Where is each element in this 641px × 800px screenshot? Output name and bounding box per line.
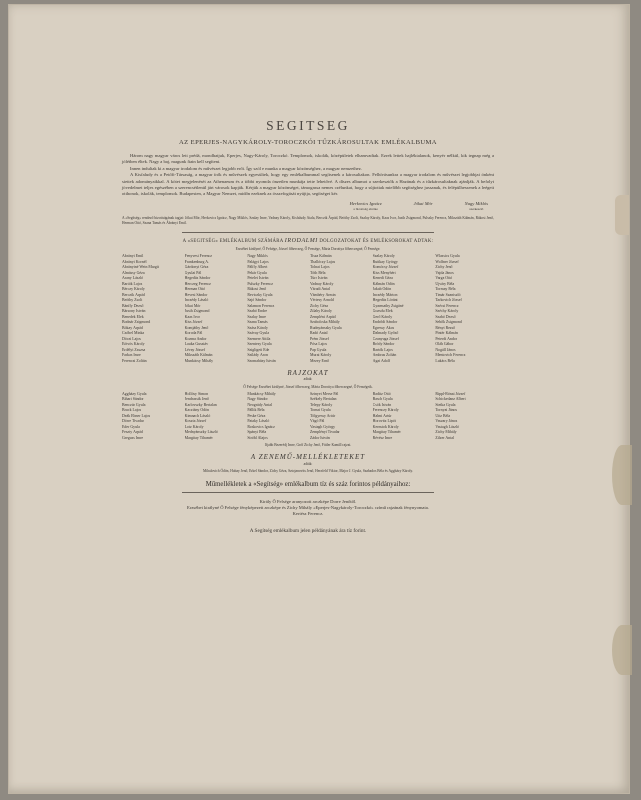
contributor-name: Feszty Árpád	[122, 430, 143, 435]
contributor-name: Ábrányiné Wein Margit	[122, 265, 159, 270]
contributor-name: Tölgyessy Artúr	[310, 413, 336, 418]
contributor-name: Ferenczi Zoltán	[122, 358, 147, 363]
contributor-name: Roskovics Ignácz	[247, 424, 275, 429]
contributor-name: Kimnach László	[184, 413, 211, 418]
contributor-name: Szinyei Merse Pál	[310, 391, 339, 396]
contributor-name: Komócsy József	[372, 265, 399, 270]
contributor-name: Deák Ébner Lajos	[122, 413, 151, 418]
contributor-name: Tisza Kálmán	[310, 254, 332, 259]
contributor-name: Greguss Imre	[122, 435, 144, 440]
contributor-name: Éder Gyula	[122, 424, 140, 429]
divider	[182, 232, 434, 233]
contributor-name: Székely Bertalan	[310, 397, 337, 402]
contributor-name: Zádor István	[310, 435, 330, 440]
intro-paragraph: Három nagy magyar város lett prédá, mondhatjuk, Eperjes, Nagy-Károly, Toroczkó. Templomok, iskolák, középületek elhamvadtak. Ezrek lettek hajléktalanok, kenyér nélkül, kik tegnap még a jólétben éltek. Nagy a baj, magunk fiain kell segíteni.	[122, 153, 494, 165]
signature: Nagy Miklós szerkesztő	[464, 200, 488, 212]
contributor-name: Zempléni Árpád	[310, 314, 336, 319]
name-column	[122, 254, 181, 364]
contributor-name: Munkácsy Mihály	[247, 391, 276, 396]
contributor-name: Nagy Sándor	[247, 397, 268, 402]
contributor-name: Révész Imre	[372, 435, 393, 440]
contributor-name: Timár Szaniszló	[435, 292, 461, 297]
contributor-name: Telepy Károly	[310, 402, 333, 407]
music-title: A ZENEMŰ-MELLÉKLETEKET	[250, 453, 366, 462]
contributor-name: Herczeg Ferencz	[184, 281, 211, 286]
contributor-name: Mednyánszky László	[184, 430, 218, 435]
name-column	[373, 254, 432, 364]
contributor-name: Gyulai Pál	[184, 270, 202, 275]
contributor-name: Herman Ottó	[184, 287, 206, 292]
contributor-name: Hevesi Sándor	[184, 292, 208, 297]
contributor-name: Vágó Pál	[310, 419, 325, 424]
contributor-name: Tarkovich József	[435, 298, 462, 303]
contributor-name: Koszta József	[184, 419, 207, 424]
name-column	[435, 392, 494, 442]
contributor-name: Koroda Pál	[184, 331, 203, 336]
contributor-name: Rudnyánszky Gyula	[310, 325, 342, 330]
contributor-name: Dalmady Győző	[372, 331, 399, 336]
contributor-name: Schickedanz Albert	[435, 397, 466, 402]
contributor-name: Reviczky Gyula	[247, 292, 273, 297]
contributor-name: Tornai Gyula	[310, 408, 331, 413]
contributor-name: Prém József	[310, 336, 329, 341]
contributor-name: Ferenczy Károly	[372, 408, 399, 413]
contributor-name: Varga Ottó	[435, 276, 453, 281]
contributor-name: Kálmán Ödön	[372, 281, 395, 286]
contributor-name: Kernstok Károly	[372, 424, 399, 429]
name-column	[310, 254, 369, 364]
offer-item: Erzsébet királyné Ő Felsége fényképezett arczképe és Zichy Mihály «Eperjes-Nagykároly-Toroczkó» czímű rajzának fénynyomata.	[187, 505, 429, 510]
name-column	[247, 254, 306, 364]
album-title: SEGITSEG	[266, 118, 350, 133]
contributor-name: Szabó Endre	[247, 309, 268, 314]
contributor-name: Jendrassik Jenő	[184, 397, 209, 402]
name-column	[122, 392, 181, 442]
page-tear	[612, 625, 632, 675]
page-tear	[612, 445, 632, 505]
contributor-name: Neogrády Antal	[247, 402, 273, 407]
contributor-name: Beöthy Zsolt	[122, 298, 143, 303]
contributor-name: Arany László	[122, 276, 144, 281]
contributor-name: Zilzer Antal	[435, 435, 455, 440]
art-title: RAJZOKAT	[287, 369, 329, 378]
contributor-name: Fenyvesi Ferencz	[184, 254, 212, 259]
contributor-name: Szemere Attila	[247, 336, 271, 341]
contributor-name: Vaszary János	[435, 419, 458, 424]
intro-paragraph: Innen indultak ki a magyar irodalom és művészet legjobb erői. Így szól e munka a magyar közönséghez, a magyar nemzethez.	[130, 165, 362, 171]
contributor-name: Csók István	[372, 402, 392, 407]
contributor-name: Ábrányi Kornél	[122, 259, 147, 264]
contributor-name: Bókay Árpád	[122, 325, 143, 330]
contributor-name: Rényi Rezső	[435, 325, 456, 330]
contributor-name: Jókai Mór	[184, 303, 201, 308]
contributor-name: Hegedüs Sándor	[184, 276, 211, 281]
contributor-name: Széchy Károly	[435, 309, 459, 314]
contributor-name: Erdélyi Zsuzsa	[122, 347, 146, 352]
contributor-name: Wlassics Gyula	[435, 254, 460, 259]
contributor-name: Szalay Imre	[247, 314, 267, 319]
contributor-name: Komjáthy Jenő	[184, 325, 209, 330]
contributor-name: Spányi Béla	[247, 430, 267, 435]
name-column	[373, 392, 432, 442]
contributor-name: Nagy Miklós	[247, 254, 268, 259]
contributor-name: Vastagh László	[435, 424, 459, 429]
contributor-name: Jakab Ödön	[372, 287, 392, 292]
contributor-name: Szigligeti Ede	[247, 347, 270, 352]
literary-header: A «SEGITSÉG» EMLÉKALBUM SZÁMÁRA IRODALMI DOLGOZATOKAT ÉS EMLÉKSOROKAT ADTAK:	[182, 237, 434, 244]
page-stain	[615, 195, 629, 235]
contributor-name: Rákosi Jenő	[247, 287, 267, 292]
contributor-name: Halmi Artúr	[372, 413, 392, 418]
contributor-name: Palágyi Lajos	[247, 259, 269, 264]
contributor-name: Hollósy Simon	[184, 391, 209, 396]
contributor-name: Stetka Gyula	[435, 402, 456, 407]
contributor-name: Zichy Jenő	[435, 265, 453, 270]
contributor-name: Szabolcska Mihály	[310, 320, 340, 325]
contributor-name: Szécsi Ferencz	[435, 303, 459, 308]
contributor-name: Kaas Ivor	[184, 314, 200, 319]
contributor-name: Lotz Károly	[184, 424, 204, 429]
contributor-name: Dörre Tivadar	[122, 419, 144, 424]
offer-item: Király Ő Felsége aranyozott arczképe Dorre Jenőtől.	[259, 498, 357, 504]
contributor-name: Vértesy Arnold	[310, 298, 334, 303]
contributor-name: Kenedi Géza	[372, 276, 393, 281]
contributor-name: Kacziány Ödön	[184, 408, 209, 413]
contributor-name: Inczédy László	[184, 298, 209, 303]
contributor-name: Tormay Béla	[435, 287, 456, 292]
contributor-name: Peske Géza	[247, 413, 266, 418]
contributor-name: Sebők Zsigmond	[435, 320, 462, 325]
contributor-name: Murai Károly	[310, 353, 332, 358]
contributor-name: Endrődi Sándor	[372, 320, 398, 325]
contributor-name: Benedek Elek	[122, 314, 144, 319]
contributor-name: Oláh Gábor	[435, 342, 454, 347]
contributor-name: Pósa Lajos	[310, 342, 327, 347]
contributor-name: Ambrus Zoltán	[372, 353, 397, 358]
name-column	[435, 254, 494, 364]
contributor-name: Bihari Sándor	[122, 397, 144, 402]
contributor-name: Aggházy Gyula	[122, 391, 147, 396]
contributor-name: Egressy Ákos	[372, 325, 395, 330]
contributor-name: Kiss József	[184, 320, 203, 325]
album-subtitle: AZ EPERJES-NAGYKÁROLY-TOROCZKÓI TŰZKÁROSULTAK EMLÉKALBUMA	[179, 139, 437, 146]
name-column	[185, 254, 244, 364]
contributor-name: Kiss Menyhért	[372, 270, 396, 275]
offer-item: Kertész Ferencz.	[292, 511, 324, 517]
intro-paragraph: A Kisfaludy és a Petőfi-Társaság, a magyar írók és művészek egyesültek, hogy egy emlékalbummal segítsenek a károsultakon. Felhívásunkra a magyar irodalom és művészet legjobbjai önként siettek adományaikkal. A kötet megjelenését az Athenaeum és a többi nyomda önzetlen munkája tette lehetővé. A díszes albumot a szerkesztők a Hazának és a tűzkárosultaknak ajánlják. A befolyt jövedelmet teljes egészében a szerencsétlenül járt városok kapják. Kérjük a magyar közönséget, támogassa nemes czélunkat, hogy a sújtottak mielőbb segítséghez jussanak, és felépülhessenek a leégett otthonok, iskolák, templomok. Budapesten, a Magyar Nemzet, midőn ezeknek az összefogását nyújtja, segítséget kér.	[122, 172, 494, 197]
contributor-name: Pintér Kálmán	[435, 331, 458, 336]
contributor-name: Horovitz Lipót	[372, 419, 396, 424]
contributor-name: Türr István	[310, 276, 328, 281]
signatures	[122, 201, 488, 211]
contributor-name: Almássy Géza	[122, 270, 145, 275]
contributor-name: Újváry Béla	[435, 281, 455, 286]
contributor-name: Szomaházy István	[247, 358, 276, 363]
contributor-name: Thallóczy Lajos	[310, 259, 336, 264]
contributor-name: Czóbel Minka	[122, 331, 145, 336]
contributor-name: Lukács Béla	[435, 358, 455, 363]
contributor-name: Bodnár Zsigmond	[122, 320, 151, 325]
contributor-name: Mikszáth Kálmán	[184, 353, 213, 358]
contributor-name: Bánffy Dezső	[122, 303, 144, 308]
literary-contributors	[122, 254, 494, 364]
contributor-name: Szana Tamás	[247, 320, 268, 325]
page-content	[122, 118, 494, 534]
contributor-name: Bársony István	[122, 309, 146, 314]
contributor-name: Lauka Gusztáv	[184, 342, 209, 347]
contributor-name: Ruttkay György	[372, 259, 398, 264]
contributor-name: Szentesy Gyula	[247, 342, 272, 347]
art-contributors	[122, 392, 494, 442]
contributor-name: Dóczi Lajos	[122, 336, 141, 341]
contributor-name: Pekár Gyula	[247, 270, 267, 275]
contributor-name: Pataky László	[247, 419, 270, 424]
contributor-name: Uitz Béla	[435, 413, 451, 418]
art-subtitle: adtak:	[303, 377, 313, 382]
contributor-name: Szász Károly	[247, 325, 268, 330]
contributor-name: Justh Zsigmond	[184, 309, 210, 314]
contributor-name: Bartók Lajos	[122, 281, 143, 286]
contributor-name: Vajda János	[435, 270, 454, 275]
name-column	[247, 392, 306, 442]
contributor-name: Zichy Mihály	[435, 430, 457, 435]
contributor-name: Gerő Károly	[372, 314, 393, 319]
art-note: Ő Felsége Erzsébet királyné, József főherczeg, Mária Dorottya főherczegné, Ő Fenségeik.	[243, 384, 373, 389]
contributor-name: Pulszky Ferencz	[247, 281, 273, 286]
contributor-name: Szalay Károly	[372, 254, 395, 259]
art-footnote: Ifjabb Bezerédj Imre, Gróf Zichy Jenő, Fittler Kamill rajzai.	[264, 443, 352, 448]
contributor-name: Pap Gyula	[310, 347, 327, 352]
contributor-name: Szilády Áron	[247, 353, 268, 358]
contributor-name: Petelei István	[247, 276, 269, 281]
contributor-name: Frankenburg A.	[184, 259, 210, 264]
name-column	[185, 392, 244, 442]
contributor-name: Vadnay Károly	[310, 281, 334, 286]
contributor-name: Eötvös Károly	[122, 342, 145, 347]
contributor-name: Margitay Tihamér	[372, 430, 401, 435]
contributor-name: Peterdi Andor	[435, 336, 458, 341]
contributor-name: Mezey Ernő	[310, 358, 330, 363]
contributor-name: Ágai Adolf	[372, 358, 391, 363]
contributor-name: Szávay Gyula	[247, 331, 270, 336]
contributor-name: Basch Gyula	[372, 397, 393, 402]
contributor-name: Munkácsy Mihály	[184, 358, 214, 363]
price-note: A Segítség emlékalbum jelen példányának ára tíz forint.	[249, 527, 367, 534]
contributor-name: Wolfner József	[435, 259, 459, 264]
contributor-name: Bartók Lajos	[372, 347, 393, 352]
contributor-name: Bruck Lajos	[122, 408, 142, 413]
music-note: Mihalovich Ödön, Hubay Jenő, Erkel Sándor, Zichy Géza, Sztojanovits Jenő, Herzfeld Viktor, Major J. Gyula, Szabados Béla és Aggházy Károly.	[203, 469, 413, 474]
contributor-name: Gárdonyi Géza	[184, 265, 209, 270]
contributor-name: Kozma Andor	[184, 336, 207, 341]
contributor-name: Hegedüs Lóránt	[372, 298, 398, 303]
contributor-name: Tornyai János	[435, 408, 457, 413]
contributor-name: Váradi Antal	[310, 287, 330, 292]
contributor-name: Zichy Géza	[310, 303, 329, 308]
contributor-name: Farkas Imre	[122, 353, 141, 358]
contributor-name: Bérczy Károly	[122, 287, 145, 292]
name-column	[310, 392, 369, 442]
contributor-name: Bródy Sándor	[372, 342, 395, 347]
contributor-name: Tóth Béla	[310, 270, 326, 275]
signature: Herkovics Ignácz a bizottság elnöke	[349, 200, 382, 212]
music-subtitle: adták:	[303, 461, 313, 466]
contributor-name: Stróbl Alajos	[247, 435, 268, 440]
contributor-name: Rippl-Rónai József	[435, 391, 466, 396]
contributor-name: Gyarmathy Zsigáné	[372, 303, 404, 308]
contributor-name: Lévay József	[184, 347, 206, 352]
contributor-name: Sajó Sándor	[247, 298, 267, 303]
literary-note: Erzsébet királyné, Ő Felsége, József főherczeg, Ő Fensége, Mária Dorottya főherczegné, Ő Fensége.	[235, 247, 381, 252]
signature: Jókai Mór	[413, 200, 433, 206]
contributor-name: Vámbéry Ármin	[310, 292, 336, 297]
contributor-name: Margitay Tihamér	[184, 435, 213, 440]
contributor-name: Pálffy Albert	[247, 265, 268, 270]
contributor-name: Zilahy Károly	[310, 309, 332, 314]
contributor-name: Czanyuga József	[372, 336, 399, 341]
offer-heading: Műmellékletek a «Segítség» emlékalbum tíz és száz forintos példányaihoz:	[205, 481, 411, 489]
contributor-name: Mentovich Ferencz	[435, 353, 466, 358]
divider	[182, 492, 434, 493]
contributor-name: Inczédy Márton	[372, 292, 398, 297]
contributor-name: Gozsdu Elek	[372, 309, 393, 314]
contributor-name: Baditz Ottó	[372, 391, 391, 396]
contributor-name: Benczúr Gyula	[122, 402, 146, 407]
contributor-name: Zemplényi Tivadar	[310, 430, 340, 435]
committee-note: A «Segítség» rendező bizottságának tagjai: Jókai Mór, Herkovics Ignácz, Nagy Miklós, Szalay Imre, Vadnay Károly, Kisfaludy Atala, Berczik Árpád, Beöthy Zsolt, Szalay Károly, Kaas Ivor, Justh Zsigmond, Pulszky Ferencz, Mikszáth Kálmán, Rákosi Jenő, Herman Ottó, Szana Tamás és Ábrányi Emil.	[122, 216, 494, 226]
contributor-name: Berczik Árpád	[122, 292, 145, 297]
contributor-name: Ábrányi Emil	[122, 254, 144, 259]
contributor-name: Karlovszky Bertalan	[184, 402, 217, 407]
contributor-name: Tolnai Lajos	[310, 265, 330, 270]
contributor-name: Radó Antal	[310, 331, 328, 336]
contributor-name: Vastagh György	[310, 424, 336, 429]
contributor-name: Salamon Ferencz	[247, 303, 275, 308]
contributor-name: Pállik Béla	[247, 408, 265, 413]
contributor-name: Szabó Dezső	[435, 314, 456, 319]
contributor-name: Nogáll János	[435, 347, 456, 352]
